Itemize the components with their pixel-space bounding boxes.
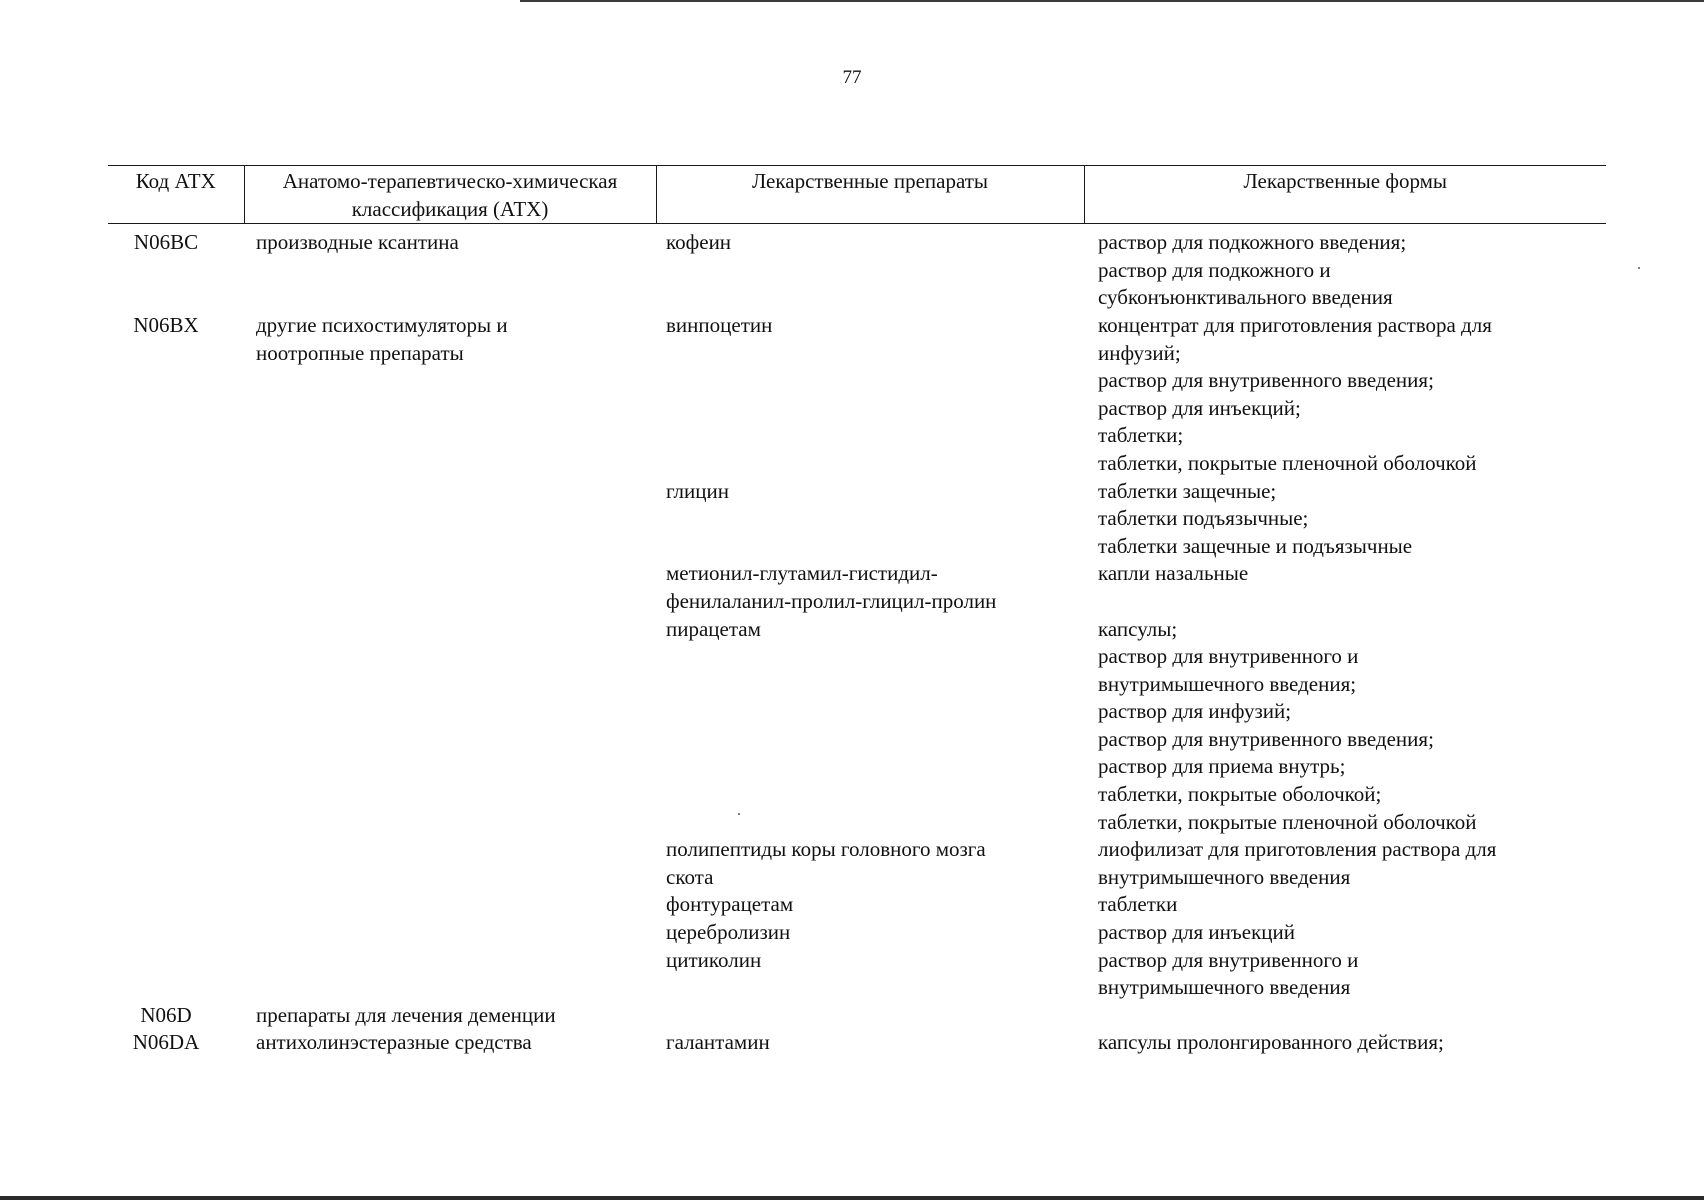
table-row bbox=[108, 224, 1606, 312]
drug-name-cell bbox=[656, 1002, 1084, 1030]
cell-text-line: раствор для подкожного введения; bbox=[1098, 230, 1407, 255]
cell-text-line: капли назальные bbox=[1098, 561, 1249, 586]
dosage-forms-cell bbox=[1084, 312, 1606, 478]
drug-name-cell bbox=[656, 478, 1084, 561]
atc-code-cell bbox=[108, 1002, 244, 1030]
classification-cell bbox=[244, 836, 656, 891]
cell-text-line: внутримышечного введения; bbox=[1098, 671, 1357, 696]
cell-text-line: галантамин bbox=[666, 1030, 770, 1055]
cell-text-line: капсулы; bbox=[1098, 616, 1178, 641]
cell-text-line: внутримышечного введения bbox=[1098, 975, 1351, 1000]
table-row bbox=[108, 836, 1606, 891]
classification-cell bbox=[244, 1002, 656, 1030]
cell-text-line: таблетки bbox=[1098, 892, 1178, 917]
table-row bbox=[108, 947, 1606, 1002]
classification-cell bbox=[244, 478, 656, 561]
dosage-forms-cell bbox=[1084, 891, 1606, 919]
cell-text-line: раствор для внутривенного и bbox=[1098, 947, 1359, 972]
cell-text-line: скота bbox=[666, 864, 714, 889]
dosage-forms-cell bbox=[1084, 1029, 1606, 1057]
table-row bbox=[108, 560, 1606, 615]
header-dosage-forms: Лекарственные формы bbox=[1084, 166, 1606, 224]
cell-text-line: раствор для внутривенного и bbox=[1098, 644, 1359, 669]
drug-name-cell bbox=[656, 1029, 1084, 1057]
table-row bbox=[108, 478, 1606, 561]
atc-code-cell bbox=[108, 947, 244, 1002]
cell-text-line: внутримышечного введения bbox=[1098, 864, 1351, 889]
cell-text-line: метионил-глутамил-гистидил- bbox=[666, 561, 938, 586]
classification-cell bbox=[244, 616, 656, 837]
atc-code-cell bbox=[108, 891, 244, 919]
cell-text-line: ноотропные препараты bbox=[256, 340, 464, 365]
cell-text-line: субконъюнктивального введения bbox=[1098, 285, 1393, 310]
cell-text-line: раствор для инъекций; bbox=[1098, 395, 1301, 420]
dosage-forms-cell bbox=[1084, 478, 1606, 561]
atc-code-cell bbox=[108, 478, 244, 561]
classification-cell bbox=[244, 1029, 656, 1057]
table-row bbox=[108, 891, 1606, 919]
scan-speck bbox=[1638, 267, 1640, 269]
table-row bbox=[108, 1029, 1606, 1057]
dosage-forms-cell bbox=[1084, 560, 1606, 615]
dosage-forms-cell bbox=[1084, 836, 1606, 891]
cell-text-line: раствор для инфузий; bbox=[1098, 699, 1292, 724]
classification-cell bbox=[244, 312, 656, 478]
cell-text-line: лиофилизат для приготовления раствора для bbox=[1098, 837, 1497, 862]
cell-text-line: полипептиды коры головного мозга bbox=[666, 837, 986, 862]
drug-name-cell bbox=[656, 947, 1084, 1002]
table-row bbox=[108, 616, 1606, 837]
cell-text-line: таблетки; bbox=[1098, 423, 1184, 448]
atc-code-cell bbox=[108, 616, 244, 837]
classification-cell bbox=[244, 224, 656, 312]
cell-text-line: концентрат для приготовления раствора для bbox=[1098, 312, 1492, 337]
drug-name-cell bbox=[656, 312, 1084, 478]
cell-text-line: производные ксантина bbox=[256, 230, 459, 255]
drug-name-cell bbox=[656, 836, 1084, 891]
page-number: 77 bbox=[842, 67, 862, 88]
cell-text-line: таблетки подъязычные; bbox=[1098, 506, 1309, 531]
dosage-forms-cell bbox=[1084, 947, 1606, 1002]
cell-text-line: таблетки, покрытые оболочкой; bbox=[1098, 782, 1382, 807]
cell-text-line: винпоцетин bbox=[666, 312, 773, 337]
drug-name-cell bbox=[656, 891, 1084, 919]
cell-text-line: церебролизин bbox=[666, 920, 791, 945]
cell-text-line: фенилаланил-пролил-глицил-пролин bbox=[666, 588, 997, 613]
dosage-forms-cell bbox=[1084, 616, 1606, 837]
cell-text-line: раствор для инъекций bbox=[1098, 920, 1295, 945]
cell-text-line: N06DA bbox=[132, 1030, 200, 1055]
classification-cell bbox=[244, 947, 656, 1002]
header-drugs: Лекарственные препараты bbox=[656, 166, 1084, 224]
header-atc-code: Код АТХ bbox=[108, 166, 244, 224]
atc-code-cell bbox=[108, 560, 244, 615]
cell-text-line: инфузий; bbox=[1098, 340, 1181, 365]
cell-text-line: кофеин bbox=[666, 230, 732, 255]
cell-text-line: другие психостимуляторы и bbox=[256, 312, 508, 337]
atc-code-cell bbox=[108, 1029, 244, 1057]
atc-drug-table bbox=[108, 165, 1606, 1057]
cell-text-line: раствор для приема внутрь; bbox=[1098, 754, 1346, 779]
blank-line bbox=[1098, 588, 1602, 616]
cell-text-line: глицин bbox=[666, 478, 729, 503]
dosage-forms-cell bbox=[1084, 919, 1606, 947]
drug-name-cell bbox=[656, 560, 1084, 615]
cell-text-line: капсулы пролонгированного действия; bbox=[1098, 1030, 1444, 1055]
cell-text-line: раствор для внутривенного введения; bbox=[1098, 726, 1434, 751]
cell-text-line: N06BC bbox=[133, 230, 199, 255]
dosage-forms-cell bbox=[1084, 224, 1606, 312]
cell-text-line: таблетки защечные; bbox=[1098, 478, 1277, 503]
cell-text-line: фонтурацетам bbox=[666, 892, 794, 917]
scan-edge-top bbox=[520, 0, 1704, 2]
cell-text-line: N06D bbox=[140, 1002, 192, 1027]
scan-edge-bottom bbox=[0, 1196, 1704, 1200]
table-row bbox=[108, 312, 1606, 478]
cell-text-line: пирацетам bbox=[666, 616, 761, 641]
table-row bbox=[108, 1002, 1606, 1030]
drug-name-cell bbox=[656, 616, 1084, 837]
cell-text-line: N06BX bbox=[133, 312, 199, 337]
header-atc-classification: Анатомо-терапевтическо-химическая классификация (АТХ) bbox=[244, 166, 656, 224]
cell-text-line: таблетки защечные и подъязычные bbox=[1098, 533, 1413, 558]
atc-code-cell bbox=[108, 224, 244, 312]
classification-cell bbox=[244, 919, 656, 947]
cell-text-line: таблетки, покрытые пленочной оболочкой bbox=[1098, 809, 1477, 834]
classification-cell bbox=[244, 560, 656, 615]
cell-text-line: препараты для лечения деменции bbox=[256, 1002, 556, 1027]
table-row bbox=[108, 919, 1606, 947]
table-header-row bbox=[108, 166, 1606, 224]
scan-speck bbox=[738, 813, 740, 815]
cell-text-line: раствор для внутривенного введения; bbox=[1098, 368, 1434, 393]
cell-text-line: антихолинэстеразные средства bbox=[256, 1030, 532, 1055]
drug-name-cell bbox=[656, 919, 1084, 947]
atc-code-cell bbox=[108, 312, 244, 478]
cell-text-line: таблетки, покрытые пленочной оболочкой bbox=[1098, 450, 1477, 475]
classification-cell bbox=[244, 891, 656, 919]
atc-code-cell bbox=[108, 919, 244, 947]
drug-name-cell bbox=[656, 224, 1084, 312]
atc-code-cell bbox=[108, 836, 244, 891]
dosage-forms-cell bbox=[1084, 1002, 1606, 1030]
cell-text-line: цитиколин bbox=[666, 947, 762, 972]
cell-text-line: раствор для подкожного и bbox=[1098, 257, 1331, 282]
